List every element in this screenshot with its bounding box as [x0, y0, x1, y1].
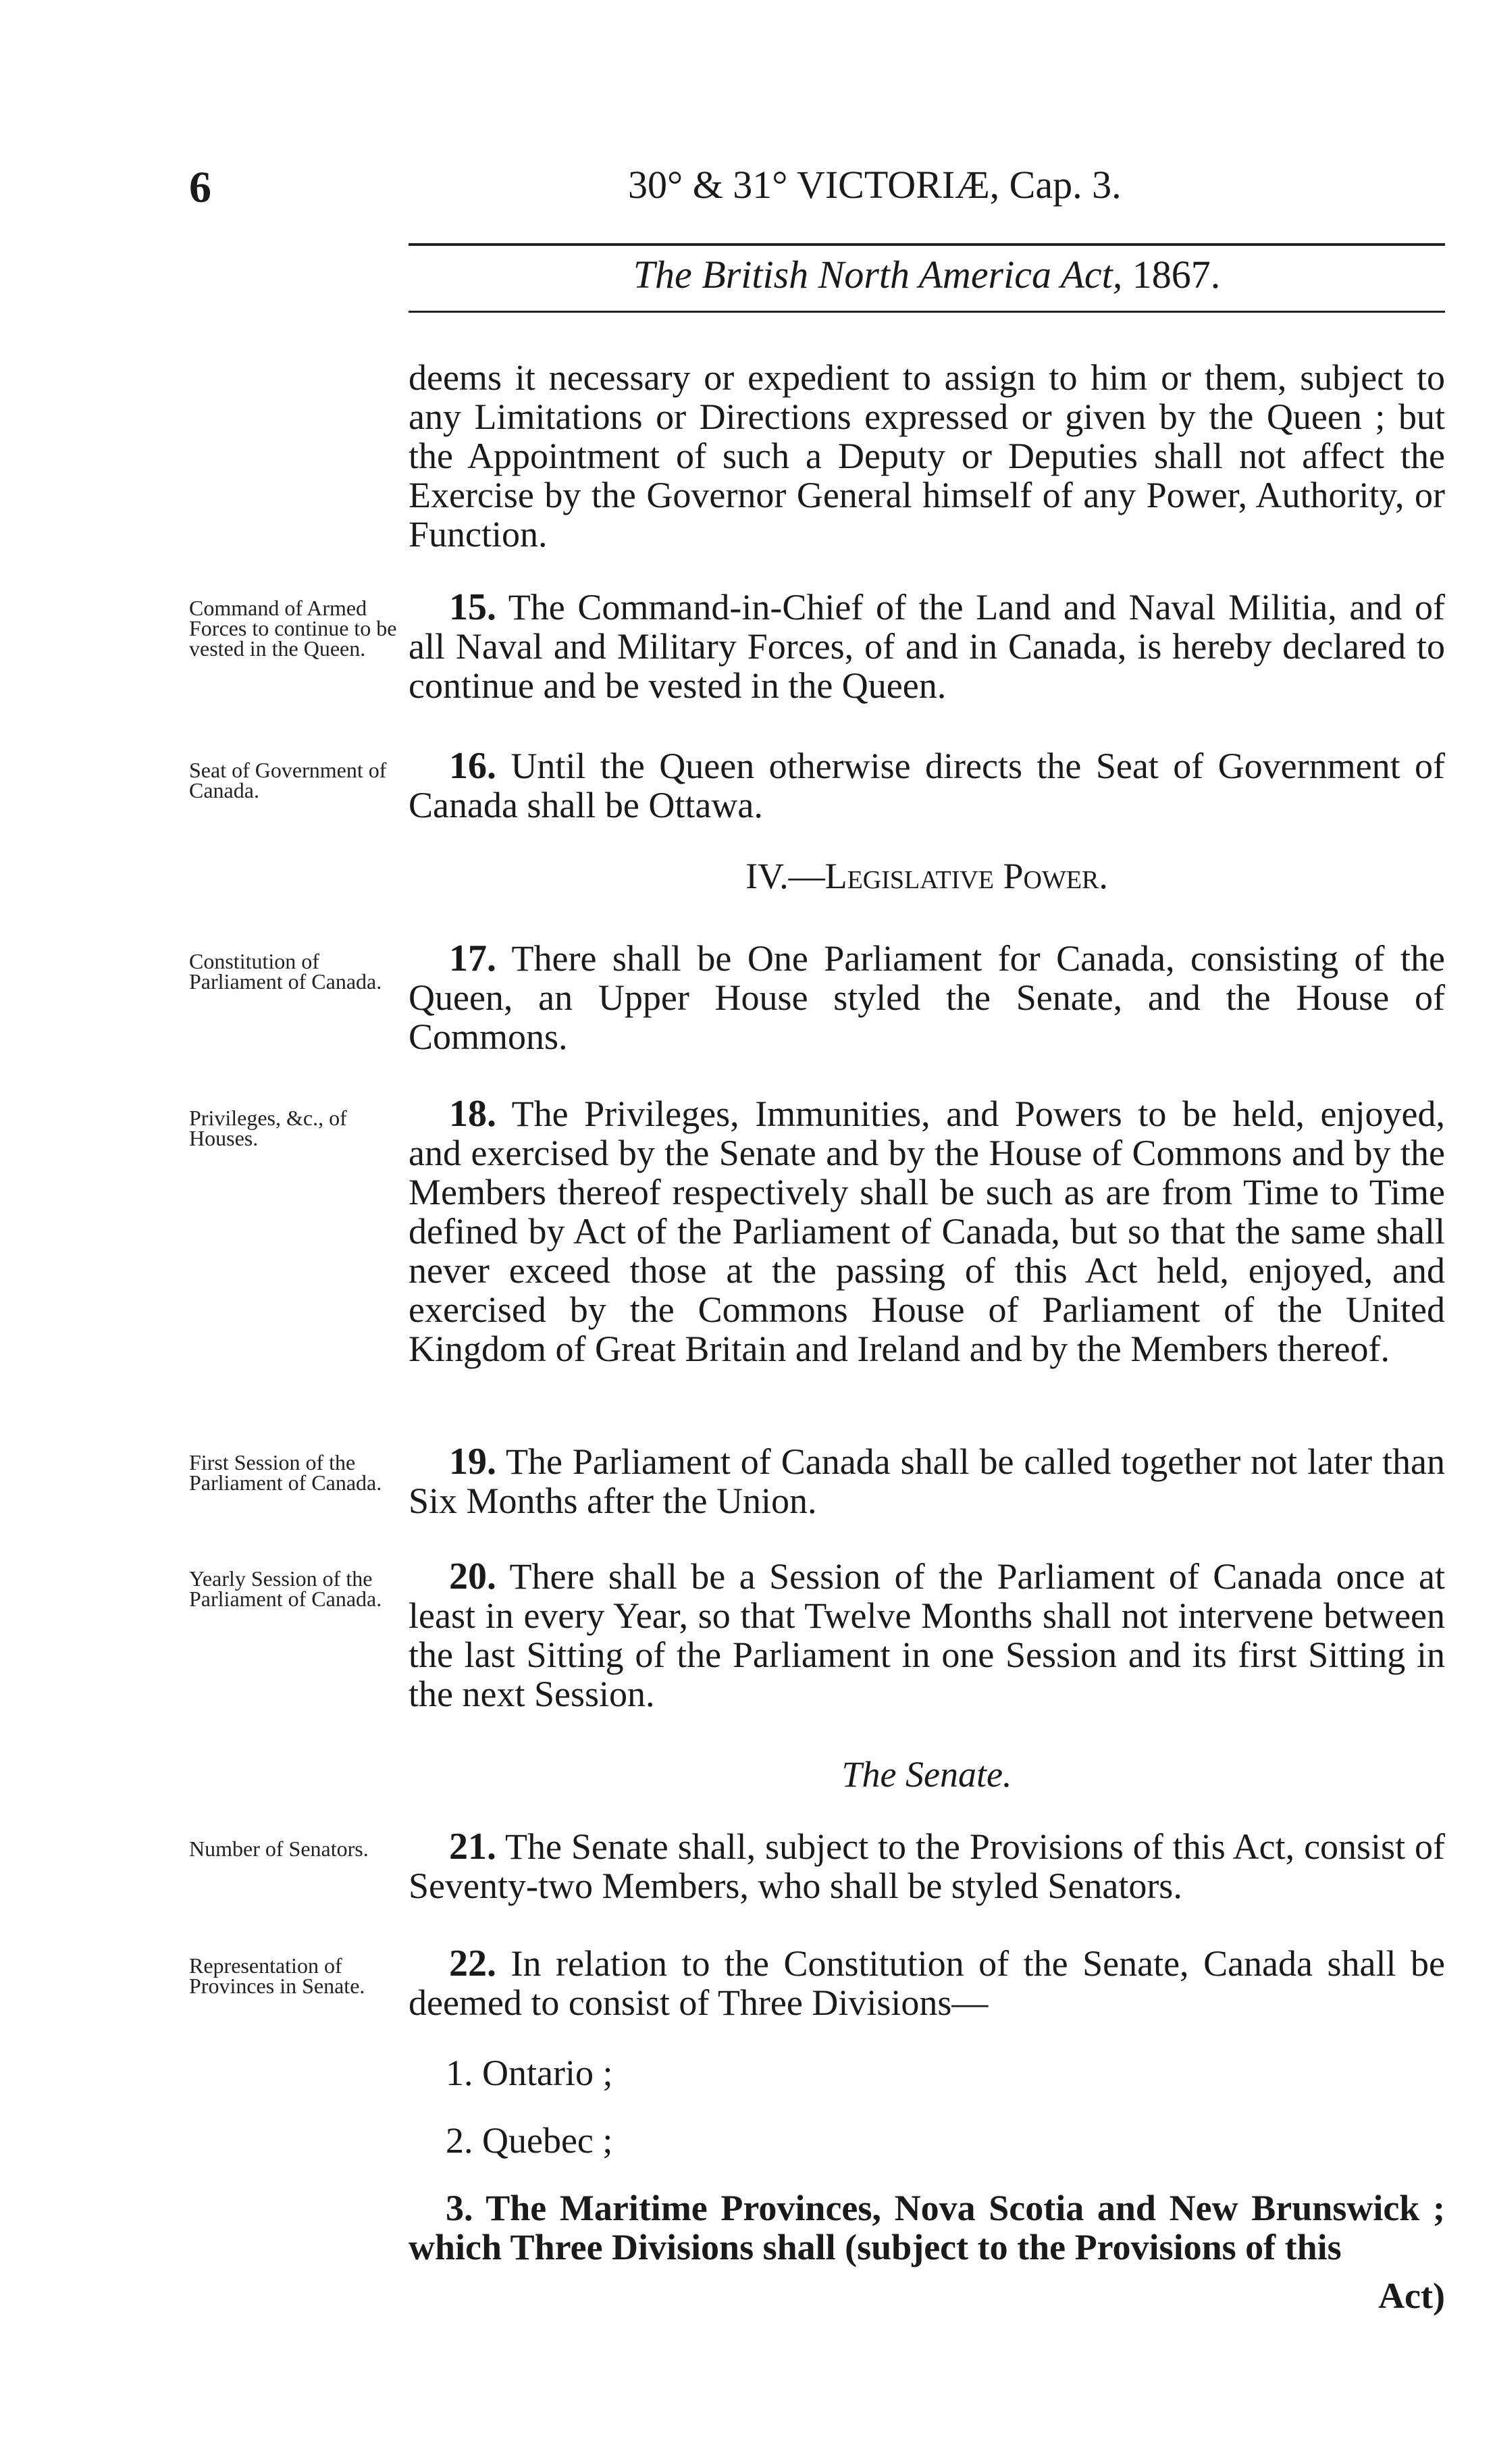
margin-note-16: Seat of Government of Canada. [189, 758, 387, 802]
section-number-15: 15. [449, 586, 496, 628]
header-rule-bottom [409, 311, 1445, 313]
page-number: 6 [189, 163, 211, 212]
section-19 [409, 1442, 1445, 1520]
act-title [409, 253, 1445, 297]
senate-heading: The Senate. [841, 1754, 1012, 1795]
section-22 [409, 1944, 1445, 2022]
division-ontario: 1. Ontario ; [446, 2053, 613, 2093]
section-number-18: 18. [449, 1093, 496, 1135]
margin-note-20: Yearly Session of the Parliament of Canada. [189, 1566, 382, 1611]
section-text-18: The Privileges, Immunities, and Powers to be held, enjoyed, and exercised by the Senate and by the House of Commons and by the Members thereof respectively shall be such as are from Time to Time defined by Act of the Parliament of Canada, but so that the same shall never exceed those at the passing of this Act held, enjoyed, and exercised by the Commons House of Parliament of the United Kingdom of Great Britain and Ireland and by the Members thereof. [409, 1094, 1445, 1369]
division-maritime: 3. The Maritime Provinces, Nova Scotia and New Brunswick ; which Three Divisions shall (subject to the Provisions of this [409, 2188, 1445, 2267]
section-text-20: There shall be a Session of the Parliament of Canada once at least in every Year, so that Twelve Months shall not intervene between the last Sitting of the Parliament in one Session and its first Sitting in the next Session. [409, 1556, 1445, 1714]
section-text-19: The Parliament of Canada shall be called together not later than Six Months after the Union. [409, 1441, 1445, 1521]
catchword: Act) [1378, 2276, 1445, 2316]
division-quebec: 2. Quebec ; [446, 2120, 613, 2161]
section-20 [409, 1557, 1445, 1714]
margin-note-19: First Session of the Parliament of Canada. [189, 1450, 382, 1495]
section-number-17: 17. [449, 938, 496, 979]
intro-paragraph: deems it necessary or expedient to assign to him or them, subject to any Limitations or Directions expressed or given by the Queen ; but the Appointment of such a Deputy or Deputies shall not affect the Exercise by the Governor General himself of any Power, Authority, or Function. [409, 357, 1445, 555]
act-title-italic: The British North America Act, [633, 253, 1123, 297]
section-number-16: 16. [449, 745, 496, 787]
margin-note-18: Privileges, &c., of Houses. [189, 1106, 347, 1150]
section-number-21: 21. [449, 1826, 496, 1868]
section-16 [409, 746, 1445, 825]
section-text-15: The Command-in-Chief of the Land and Naval Militia, and of all Naval and Military Forces, of and in Canada, is hereby declared to continue and be vested in the Queen. [409, 587, 1446, 706]
section-15 [409, 588, 1445, 705]
section-text-17: There shall be One Parliament for Canada, consisting of the Queen, an Upper House styled the Senate, and the House of Commons. [409, 938, 1445, 1057]
margin-note-15: Command of Armed Forces to continue to be vested in the Queen. [189, 596, 397, 661]
section-text-16: Until the Queen otherwise directs the Seat of Government of Canada shall be Ottawa. [409, 746, 1445, 825]
margin-note-22: Representation of Provinces in Senate. [189, 1953, 365, 1998]
section-number-22: 22. [449, 1943, 496, 1984]
part-heading: IV.—Legislative Power. [745, 856, 1108, 896]
section-number-20: 20. [449, 1556, 496, 1597]
header-rule-top [409, 243, 1445, 246]
running-title: 30° & 31° VICTORIÆ, Cap. 3. [628, 163, 1122, 207]
margin-note-17: Constitution of Parliament of Canada. [189, 949, 382, 994]
section-text-21: The Senate shall, subject to the Provisions of this Act, consist of Seventy-two Members, who shall be styled Senators. [409, 1826, 1445, 1906]
section-text-22: In relation to the Constitution of the Senate, Canada shall be deemed to consist of Three Divisions— [409, 1943, 1445, 2023]
section-18 [409, 1094, 1445, 1368]
margin-note-21: Number of Senators. [189, 1837, 369, 1861]
act-year: 1867. [1132, 253, 1221, 297]
section-21 [409, 1827, 1445, 1905]
section-17 [409, 939, 1445, 1056]
section-number-19: 19. [449, 1441, 496, 1483]
